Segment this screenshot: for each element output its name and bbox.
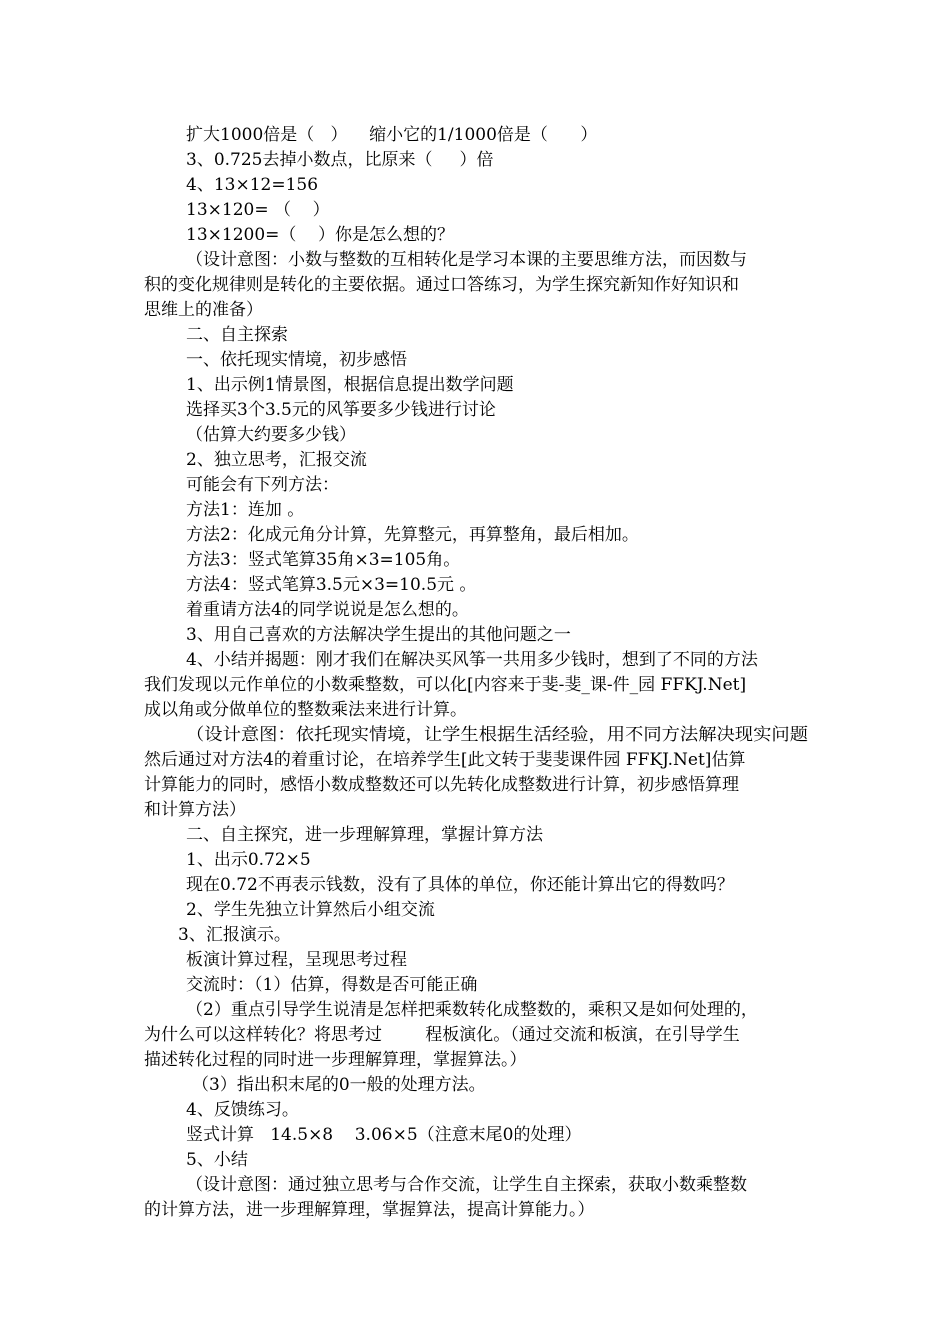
text-line: 计算能力的同时，感悟小数成整数还可以先转化成整数进行计算，初步感悟算理 <box>144 775 739 795</box>
text-line: 2、独立思考，汇报交流 <box>186 450 367 470</box>
text-line: （设计意图：依托现实情境，让学生根据生活经验，用不同方法解决现实问题 <box>186 725 808 745</box>
text-line: 扩大1000倍是（ ） 缩小它的1/1000倍是（ ） <box>186 125 598 145</box>
text-line: 4、小结并揭题：刚才我们在解决买风筝一共用多少钱时，想到了不同的方法 <box>186 650 758 670</box>
text-line: 二、自主探索 <box>186 325 288 345</box>
text-line: 然后通过对方法4的着重讨论，在培养学生[此文转于斐斐课件园 FFKJ.Net]估算 <box>144 750 746 770</box>
text-line: 竖式计算 14.5×8 3.06×5（注意末尾0的处理） <box>186 1125 582 1145</box>
text-line: （估算大约要多少钱） <box>186 425 356 445</box>
text-line: 方法1：连加 。 <box>186 500 305 520</box>
text-line: 方法4：竖式笔算3.5元×3=10.5元 。 <box>186 575 477 595</box>
text-line: 方法3：竖式笔算35角×3=105角。 <box>186 550 461 570</box>
text-line: 的计算方法，进一步理解算理，掌握算法，提高计算能力。） <box>144 1200 595 1220</box>
text-line: 3、汇报演示。 <box>178 925 291 945</box>
text-line: 可能会有下列方法： <box>186 475 339 495</box>
text-line: 选择买3个3.5元的风筝要多少钱进行讨论 <box>186 400 496 420</box>
text-line: 思维上的准备） <box>144 300 263 320</box>
text-line: 描述转化过程的同时进一步理解算理，掌握算法。） <box>144 1050 527 1070</box>
text-line: 1、出示例1情景图，根据信息提出数学问题 <box>186 375 514 395</box>
text-line: 积的变化规律则是转化的主要依据。通过口答练习，为学生探究新知作好知识和 <box>144 275 739 295</box>
text-line: 4、13×12=156 <box>186 175 319 195</box>
text-line: （3）指出积末尾的0一般的处理方法。 <box>192 1075 486 1095</box>
text-line: （设计意图：小数与整数的互相转化是学习本课的主要思维方法，而因数与 <box>186 250 747 270</box>
text-line: 板演计算过程，呈现思考过程 <box>186 950 407 970</box>
text-line: 现在0.72不再表示钱数，没有了具体的单位，你还能计算出它的得数吗？ <box>186 875 734 895</box>
text-line: （设计意图：通过独立思考与合作交流，让学生自主探索，获取小数乘整数 <box>186 1175 747 1195</box>
text-line: 二、自主探究，进一步理解算理，掌握计算方法 <box>186 825 543 845</box>
text-line: 2、学生先独立计算然后小组交流 <box>186 900 435 920</box>
text-line: 为什么可以这样转化？将思考过 程板演化。（通过交流和板演，在引导学生 <box>144 1025 740 1045</box>
text-line: 3、0.725去掉小数点，比原来（ ）倍 <box>186 150 494 170</box>
text-line: 交流时：（1）估算，得数是否可能正确 <box>186 975 478 995</box>
text-line: 5、小结 <box>186 1150 248 1170</box>
text-line: 3、用自己喜欢的方法解决学生提出的其他问题之一 <box>186 625 571 645</box>
text-line: 和计算方法） <box>144 800 246 820</box>
text-line: 着重请方法4的同学说说是怎么想的。 <box>186 600 469 620</box>
text-line: 13×1200=（ ）你是怎么想的？ <box>186 225 454 245</box>
text-line: 1、出示0.72×5 <box>186 850 311 870</box>
text-line: 一、依托现实情境，初步感悟 <box>186 350 407 370</box>
text-line: 我们发现以元作单位的小数乘整数，可以化[内容来于斐-斐_课-件_园 FFKJ.Net] <box>144 675 747 695</box>
text-line: 方法2：化成元角分计算，先算整元，再算整角，最后相加。 <box>186 525 639 545</box>
text-line: 4、反馈练习。 <box>186 1100 299 1120</box>
text-line: 成以角或分做单位的整数乘法来进行计算。 <box>144 700 467 720</box>
text-line: （2）重点引导学生说清是怎样把乘数转化成整数的，乘积又是如何处理的， <box>186 1000 758 1020</box>
text-line: 13×120= （ ） <box>186 200 330 220</box>
